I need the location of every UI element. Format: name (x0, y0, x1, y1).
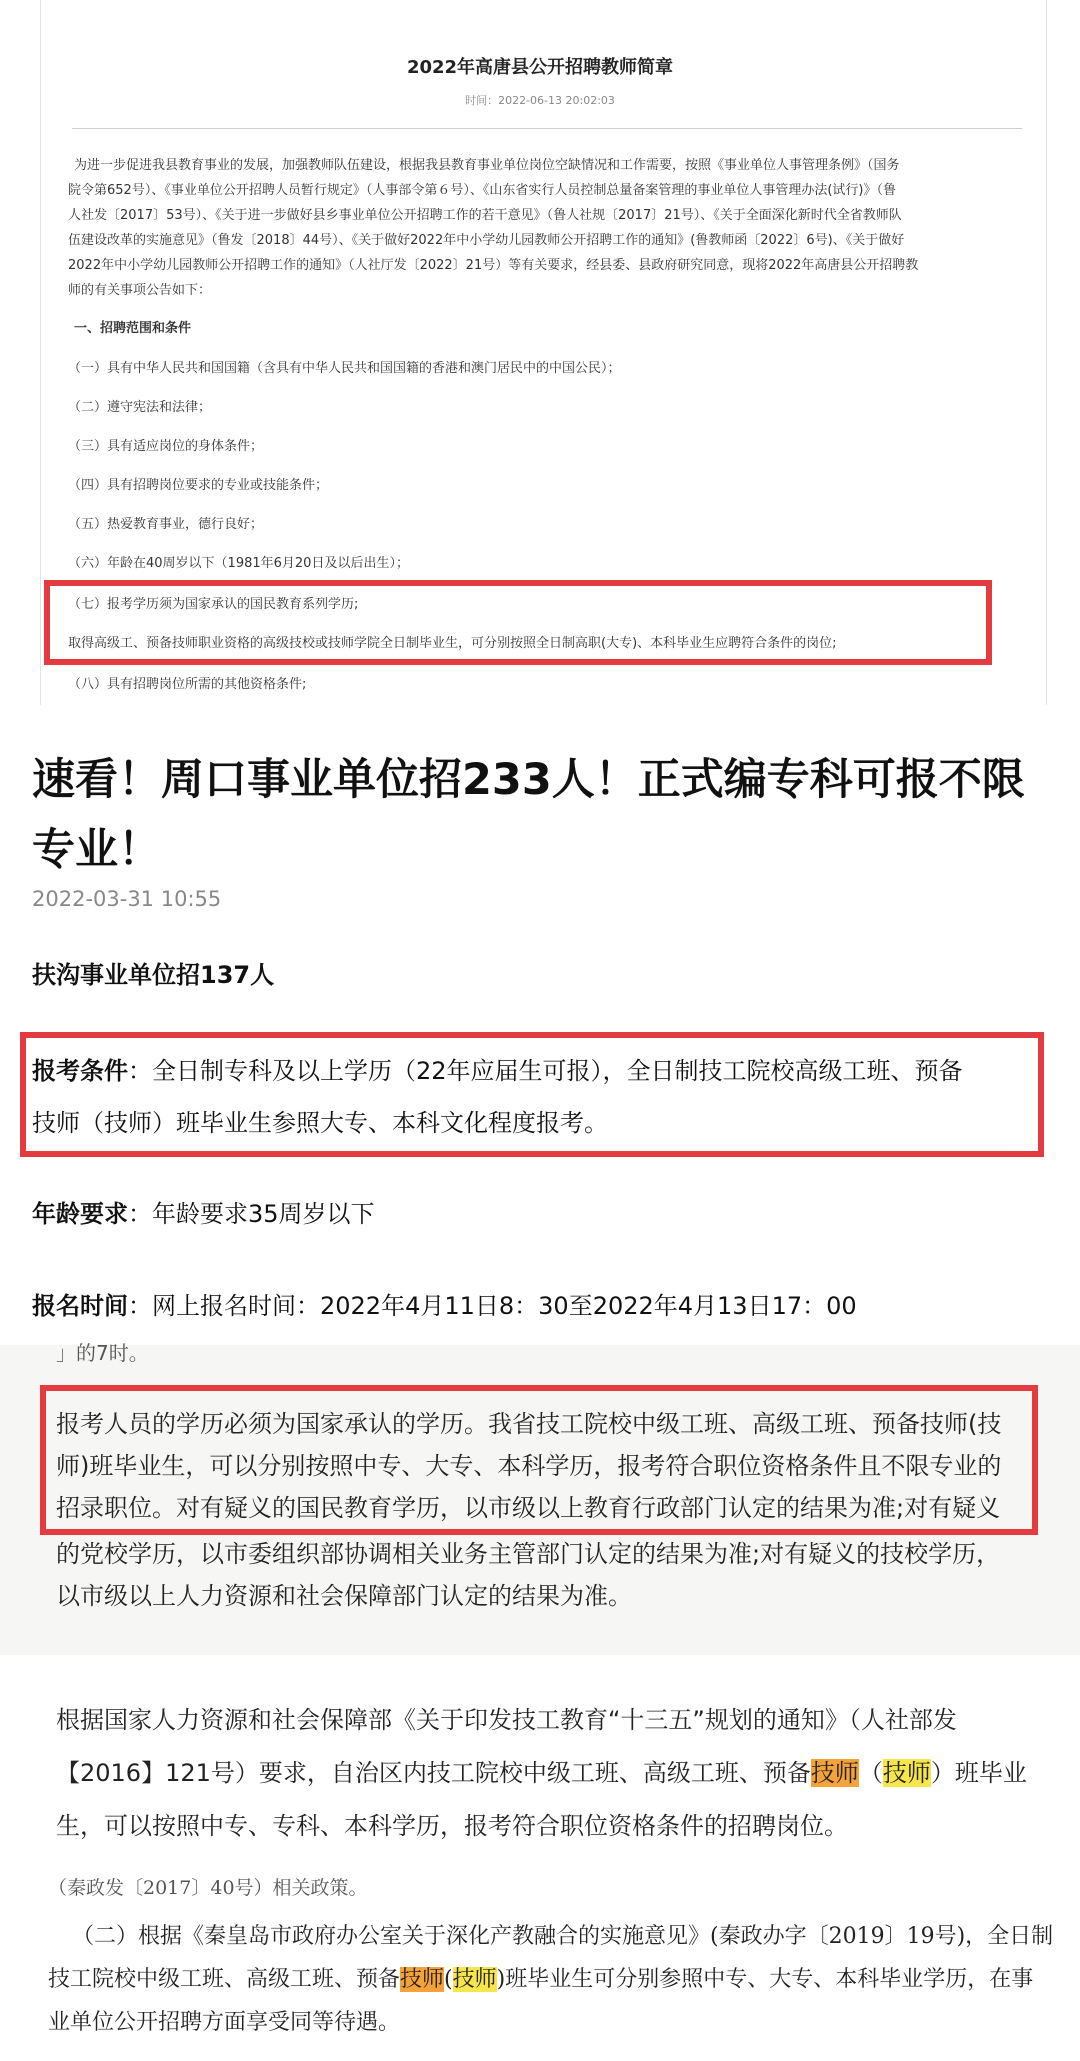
notice-screenshot-gaotang (0, 0, 1080, 705)
excerpt-text: )班毕业生可分别参照中专、大专、本科毕业学历，在事 (496, 1967, 1034, 1992)
excerpt-text: （ (858, 1759, 883, 1787)
excerpt-qinhuangdao (0, 1875, 1080, 2061)
boxed-condition: （七）报考学历须为国家承认的国民教育系列学历; (68, 597, 359, 612)
intro-line: 伍建设改革的实施意见》（鲁发〔2018〕44号）、《关于做好2022年中小学幼儿园教师公开招聘工作的通知》(鲁教师函〔2022〕6号)、《关于做好 (68, 233, 905, 248)
registration-line (32, 1280, 857, 1332)
section-heading: 一、招聘范围和条件 (74, 321, 192, 336)
excerpt-text: 【2016】121号）要求，自治区内技工院校中级工班、高级工班、预备 (56, 1759, 811, 1787)
excerpt-text: 技工院校中级工班、高级工班、预备 (48, 1967, 401, 1992)
condition-text: ：全日制专科及以上学历（22年应届生可报），全日制技工院校高级工班、预备 (128, 1057, 963, 1085)
condition-item: （四）具有招聘岗位要求的专业或技能条件； (68, 478, 329, 493)
excerpt-line (48, 1958, 1033, 2001)
excerpt-autonomous-region (0, 1655, 1080, 1875)
condition-line (32, 1045, 963, 1097)
excerpt-line: 根据国家人力资源和社会保障部《关于印发技工教育“十三五”规划的通知》（人社部发 (56, 1706, 957, 1734)
boxed-condition-detail: 取得高级工、预备技师职业资格的高级技校或技师学院全日制毕业生，可分别按照全日制高职(大专)、本科毕业生应聘符合条件的岗位; (68, 636, 837, 651)
article-headline: 速看！周口事业单位招233人！正式编专科可报不限专业！ (32, 755, 1025, 875)
excerpt-line: 师)班毕业生，可以分别按照中专、大专、本科学历，报考符合职位资格条件且不限专业的 (56, 1452, 1002, 1480)
condition-label: 报考条件 (32, 1057, 128, 1085)
age-label: 年龄要求 (32, 1200, 128, 1228)
excerpt-line: 生，可以按照中专、专科、本科学历，报考符合职位资格条件的招聘岗位。 (56, 1812, 848, 1840)
registration-text: ：网上报名时间：2022年4月11日8：30至2022年4月13日17：00 (128, 1292, 857, 1320)
excerpt-line (56, 1747, 1027, 1800)
excerpt-education-policy (0, 1341, 1080, 1655)
age-text: ：年龄要求35周岁以下 (128, 1200, 375, 1228)
intro-line: 为进一步促进我县教育事业的发展，加强教师队伍建设，根据我县教育事业单位岗位空缺情况和工作需要，按照《事业单位人事管理条例》（国务 (74, 158, 900, 173)
cut-off-text: 」的7时。 (56, 1341, 149, 1365)
highlighted-keyword: 技师 (810, 1759, 859, 1787)
condition-item: （三）具有适应岗位的身体条件； (68, 439, 264, 454)
condition-item: （一）具有中华人民共和国国籍（含具有中华人民共和国国籍的香港和澳门居民中的中国公民）； (68, 361, 621, 376)
article-zhoukou (0, 705, 1080, 1345)
condition-text: 技师（技师）班毕业生参照大专、本科文化程度报考。 (32, 1109, 608, 1137)
excerpt-text: ）班毕业 (930, 1759, 1027, 1787)
registration-label: 报名时间 (32, 1292, 128, 1320)
excerpt-line: 业单位公开招聘方面享受同等待遇。 (48, 2010, 401, 2035)
condition-item: （八）具有招聘岗位所需的其他资格条件; (68, 677, 307, 692)
excerpt-line: 的党校学历，以市委组织部协调相关业务主管部门认定的结果为准;对有疑义的技校学历， (56, 1540, 1001, 1568)
intro-line: 师的有关事项公告如下： (68, 283, 212, 298)
excerpt-line: 以市级以上人力资源和社会保障部门认定的结果为准。 (56, 1582, 632, 1610)
excerpt-line: 招录职位。对有疑义的国民教育学历，以市级以上教育行政部门认定的结果为准;对有疑义 (56, 1494, 1001, 1522)
excerpt-text: ( (444, 1967, 453, 1992)
condition-item: （六）年龄在40周岁以下（1981年6月20日及以后出生）； (68, 556, 409, 571)
highlighted-keyword: 技师 (400, 1967, 445, 1992)
highlighted-keyword: 技师 (882, 1759, 931, 1787)
condition-item: （五）热爱教育事业，德行良好； (68, 517, 264, 532)
notice-title: 2022年高唐县公开招聘教师简章 (406, 57, 674, 78)
intro-line: 人社发〔2017〕53号）、《关于进一步做好县乡事业单位公开招聘工作的若干意见》（鲁人社规〔2017〕21号）、《关于全面深化新时代全省教师队 (68, 208, 902, 223)
notice-time: 时间：2022-06-13 20:02:03 (465, 94, 615, 107)
excerpt-line: （二）根据《秦皇岛市政府办公室关于深化产教融合的实施意见》(秦政办字〔2019〕19号)，全日制 (72, 1924, 1054, 1949)
age-line (32, 1188, 375, 1240)
excerpt-line: 报考人员的学历必须为国家承认的学历。我省技工院校中级工班、高级工班、预备技师(技 (56, 1410, 1002, 1438)
divider (72, 128, 1022, 129)
article-subtitle: 扶沟事业单位招137人 (32, 961, 275, 989)
intro-line: 院令第652号）、《事业单位公开招聘人员暂行规定》（人事部令第６号）、《山东省实行人员控制总量备案管理的事业单位人事管理办法(试行)》（鲁 (68, 183, 896, 198)
intro-line: 2022年中小学幼儿园教师公开招聘工作的通知》（人社厅发〔2022〕21号）等有关要求，经县委、县政府研究同意，现将2022年高唐县公开招聘教 (68, 258, 919, 273)
article-date: 2022-03-31 10:55 (32, 887, 222, 911)
highlighted-keyword: 技师 (452, 1967, 497, 1992)
cut-off-text: （秦政发〔2017〕40号）相关政策。 (48, 1877, 368, 1899)
condition-item: （二）遵守宪法和法律； (68, 400, 212, 415)
